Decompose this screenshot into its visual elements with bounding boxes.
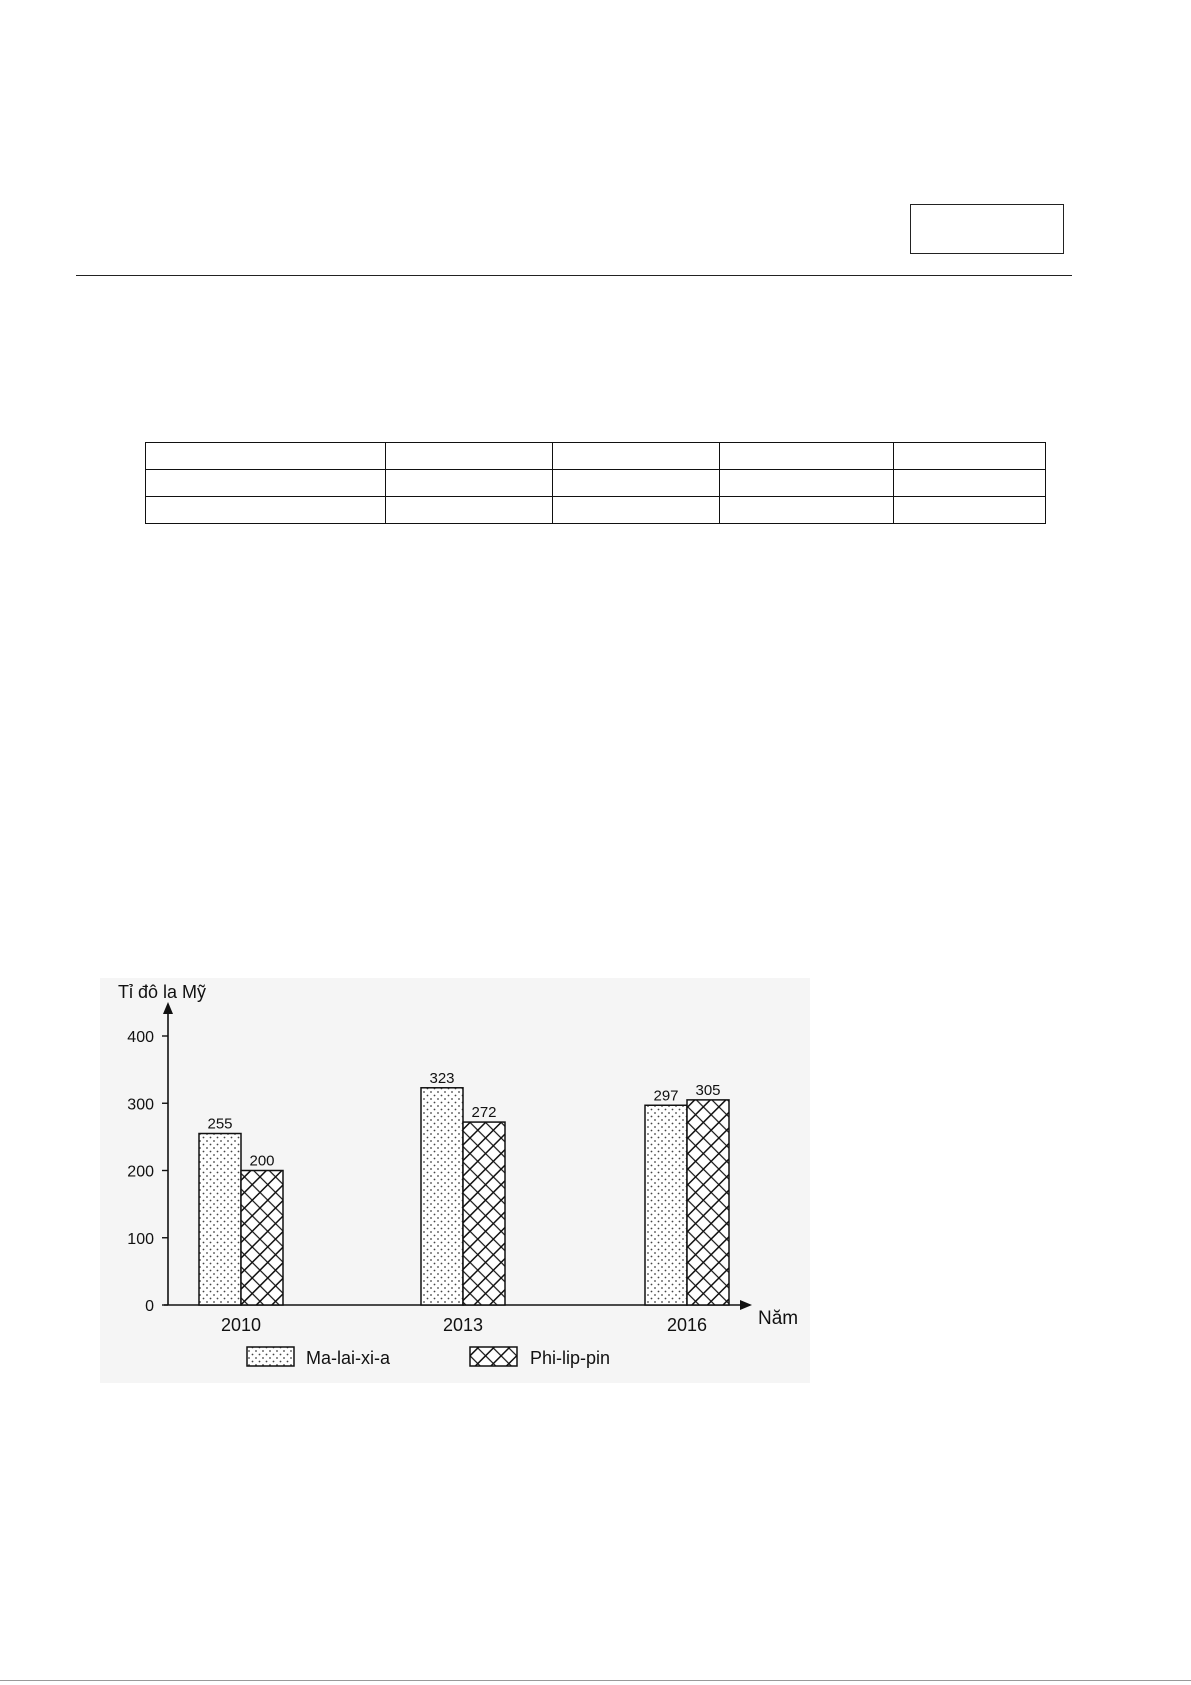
legend-swatch-ma-lai-xi-a bbox=[247, 1347, 294, 1366]
table-cell bbox=[720, 443, 894, 470]
x-axis-label: Năm bbox=[758, 1308, 799, 1329]
data-label: 255 bbox=[207, 1115, 233, 1133]
table-cell bbox=[386, 497, 553, 524]
x-tick-label: 2016 bbox=[666, 1315, 708, 1335]
table-cell bbox=[894, 497, 1046, 524]
y-axis-arrow-icon bbox=[163, 1002, 173, 1014]
data-table bbox=[145, 442, 1046, 524]
y-axis-label: Tỉ đô la Mỹ bbox=[118, 982, 207, 1002]
header-divider bbox=[76, 275, 1072, 276]
bar-phi-lip-pin-2010 bbox=[241, 1171, 283, 1306]
x-ticks bbox=[221, 1315, 707, 1335]
table-cell bbox=[553, 497, 720, 524]
page-bottom-rule bbox=[0, 1680, 1191, 1681]
bar-phi-lip-pin-2016 bbox=[687, 1100, 729, 1305]
bar-phi-lip-pin-2013 bbox=[463, 1122, 505, 1305]
y-tick-label: 0 bbox=[145, 1298, 154, 1315]
data-label: 305 bbox=[695, 1081, 721, 1099]
table-cell bbox=[146, 443, 386, 470]
table-cell bbox=[146, 497, 386, 524]
bar-ma-lai-xi-a-2010 bbox=[199, 1134, 241, 1305]
y-tick-label: 400 bbox=[127, 1029, 154, 1046]
x-tick-label: 2013 bbox=[442, 1315, 484, 1335]
table-cell bbox=[894, 470, 1046, 497]
x-axis-arrow-icon bbox=[740, 1300, 752, 1310]
y-ticks bbox=[127, 1029, 168, 1315]
bar-chart bbox=[100, 978, 810, 1383]
legend-label-ma-lai-xi-a: Ma-lai-xi-a bbox=[306, 1348, 391, 1368]
exam-code-box bbox=[910, 204, 1064, 254]
bar-ma-lai-xi-a-2013 bbox=[421, 1088, 463, 1305]
data-label: 200 bbox=[249, 1152, 275, 1170]
y-tick-label: 300 bbox=[127, 1096, 154, 1114]
table-cell bbox=[720, 470, 894, 497]
legend-label-phi-lip-pin: Phi-lip-pin bbox=[530, 1348, 611, 1368]
table-cell bbox=[386, 443, 553, 470]
table-cell bbox=[894, 443, 1046, 470]
y-tick-label: 100 bbox=[127, 1230, 154, 1248]
table-row bbox=[146, 497, 1046, 524]
y-tick-label: 200 bbox=[127, 1163, 154, 1181]
legend-swatch-phi-lip-pin bbox=[470, 1347, 517, 1366]
x-tick-label: 2010 bbox=[220, 1315, 262, 1335]
bars bbox=[199, 1088, 729, 1305]
data-label: 323 bbox=[429, 1069, 455, 1087]
table-cell bbox=[553, 443, 720, 470]
legend bbox=[247, 1347, 610, 1368]
table-cell bbox=[146, 470, 386, 497]
data-label: 272 bbox=[471, 1104, 497, 1122]
bar-chart-svg bbox=[100, 978, 810, 1383]
table-cell bbox=[720, 497, 894, 524]
bar-ma-lai-xi-a-2016 bbox=[645, 1105, 687, 1305]
table-cell bbox=[553, 470, 720, 497]
table-row bbox=[146, 470, 1046, 497]
data-label: 297 bbox=[653, 1087, 679, 1105]
table-cell bbox=[386, 470, 553, 497]
table-row bbox=[146, 443, 1046, 470]
